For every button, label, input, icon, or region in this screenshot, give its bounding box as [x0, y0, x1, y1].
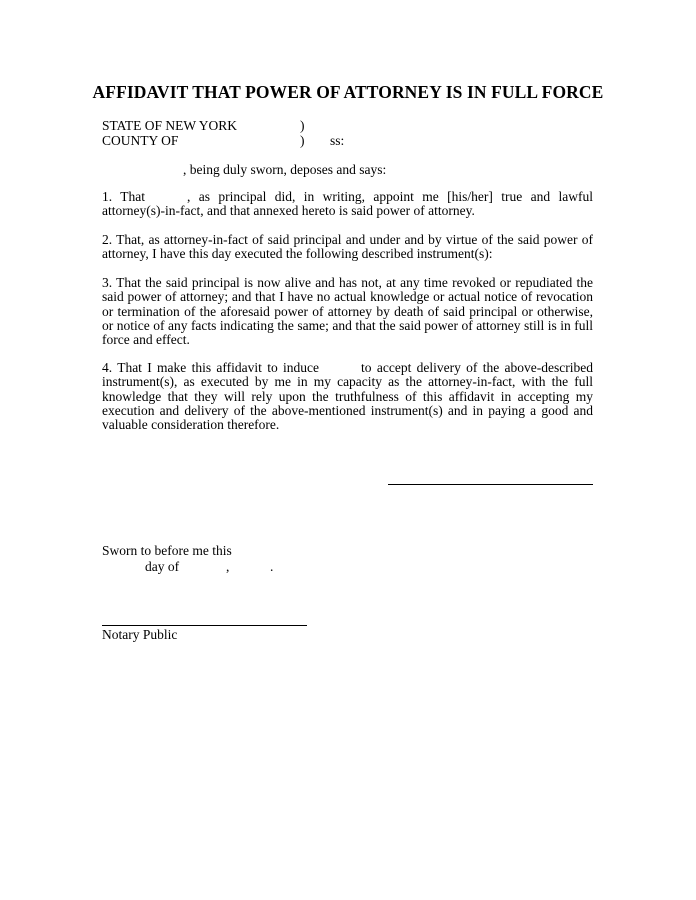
county-row	[102, 133, 402, 148]
ss-label: ss:	[330, 133, 345, 148]
venue-block	[102, 118, 402, 148]
paragraph-1-lead: 1. That	[102, 189, 146, 204]
state-label: STATE OF NEW YORK	[102, 118, 238, 133]
affiant-signature-line	[388, 484, 593, 485]
paragraph-3: 3. That the said principal is now alive and has not, at any time revoked or repudiated the said power of attorney; and that I have no actual knowledge or actual notice of revocation or termination of the aforesaid power of attorney by death of said principal or otherwise, or notice of any facts indicating the same; and that the said power of attorney still is in full force and effect.	[102, 275, 593, 348]
paragraph-1	[102, 190, 593, 219]
paragraph-4-rest: to accept delivery of the above-described instrument(s), as executed by me in my capacity as the attorney-in-fact, with the full knowledge that they will rely upon the truthfulness of this affidavit in accepting my execution and delivery of the above-mentioned instrument(s) and in paying a good and valuable consideration therefore.	[102, 360, 593, 433]
county-paren: )	[300, 133, 305, 148]
jurat-block	[102, 543, 402, 575]
county-label: COUNTY OF	[102, 133, 179, 148]
date-period: .	[270, 558, 274, 574]
date-row	[102, 559, 402, 575]
state-row	[102, 118, 402, 133]
date-comma: ,	[226, 558, 230, 574]
deposes-line: , being duly sworn, deposes and says:	[183, 162, 387, 177]
notary-label: Notary Public	[102, 627, 178, 642]
document-title: AFFIDAVIT THAT POWER OF ATTORNEY IS IN FULL FORCE	[92, 82, 604, 102]
notary-signature-line	[102, 625, 307, 626]
paragraph-4	[102, 361, 593, 432]
sworn-line: Sworn to before me this	[102, 543, 232, 558]
paragraph-2: 2. That, as attorney-in-fact of said principal and under and by virtue of the said power of attorney, I have this day executed the following described instrument(s):	[102, 232, 593, 262]
state-paren: )	[300, 118, 305, 133]
day-of-label: day of	[145, 558, 180, 574]
paragraph-4-lead: 4. That I make this affidavit to induce	[102, 360, 320, 375]
paragraph-1-rest: , as principal did, in writing, appoint me [his/her] true and lawful attorney(s)-in-fact, and that annexed hereto is said power of attorney.	[102, 189, 594, 219]
